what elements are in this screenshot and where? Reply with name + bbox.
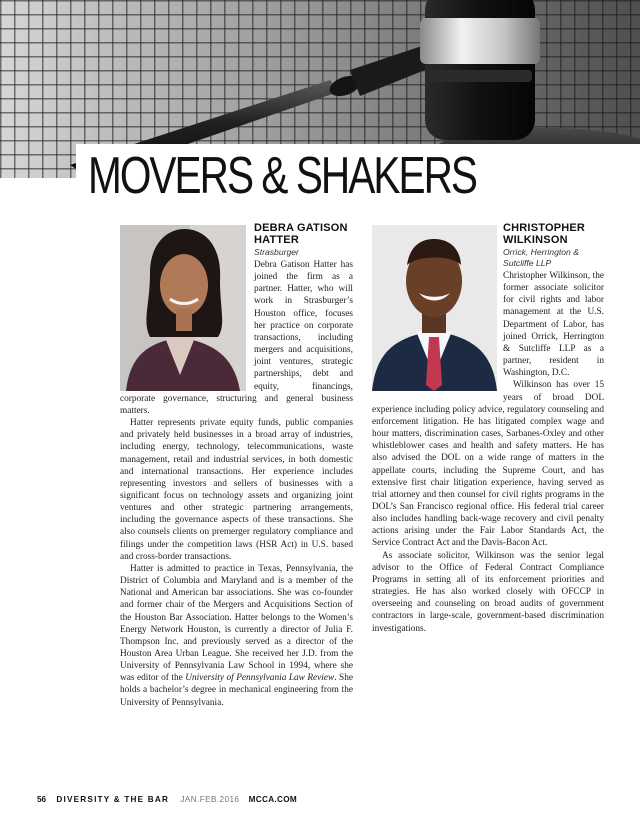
gavel-head-ring bbox=[428, 70, 532, 82]
page-number: 56 bbox=[37, 795, 47, 804]
issue-date: JAN.FEB.2016 bbox=[180, 795, 240, 804]
website: MCCA.COM bbox=[248, 795, 297, 804]
page-footer bbox=[37, 795, 297, 804]
photo-spacer bbox=[120, 222, 246, 392]
profile-paragraph: Hatter is admitted to practice in Texas, Pennsylvania, the District of Columbia and Maryland and is a member of the National and American bar associations. She was co-founder and former chair of the Mergers and Acquisitions Section of the Houston Bar Association. Hatter belongs to the Women’s Energy Network Houston, is currently a director of Julia F. Thompson Inc. and previously served as a director of the Houston Area Urban League. She received her J.D. from the University of Pennsylvania Law School in 1994, where she was editor of the University of Pennsylvania Law Review. She holds a bachelor’s degree in mechanical engineering from the University of Pennsylvania. bbox=[120, 563, 353, 708]
profile-firm: Strasburger bbox=[254, 247, 299, 257]
gavel-metal-band bbox=[420, 18, 540, 64]
profile-paragraph: Hatter represents private equity funds, public companies and privately held businesses in a broad array of industries, including energy, technology, telecommunications, waste management, retail and industrial services, in both domestic and international transactions. Her experience includes representing investors and sellers of businesses with a significant focus on technology assets and organizing joint ventures and other strategic partnering arrangements, including the governance aspects of these transactions. She also counsels clients on premerger regulatory compliance and filings under the competition laws (HSR Act) in U.S. based and cross-border transactions. bbox=[120, 418, 353, 562]
profile-paragraph: As associate solicitor, Wilkinson was the senior legal advisor to the Office of Federal Contract Compliance Programs in setting all of its enforcement priorities and strategies. He has also worked closely with OFCCP in overseeing and counseling on broad audits of government contractors in large-scale, government-based discrimination investigations. bbox=[372, 550, 604, 634]
profile-paragraph: Wilkinson has over 15 years of broad DOL experience including policy advice, regulatory counseling and enforcement litigation. He has litigated complex wage and hour matters, discrimination cases, Sarbanes-Oxley and other whistleblower cases and health and safety matters. He has also advised the DOL on a wide range of matters in the appellate courts, including the Supreme Court, and has extensive first chair litigation experience, having served as trial attorney and then counsel for civil rights programs in the DOL’s San Francisco regional office. His federal trial career also includes handling back-wage recovery and civil penalty actions arising under the Fair Labor Standards Act, the Service Contract Act and the Davis-Bacon Act. bbox=[372, 380, 604, 549]
profile-name: DEBRA GATISON HATTER bbox=[254, 222, 348, 246]
profile-name: CHRISTOPHER WILKINSON bbox=[503, 222, 586, 246]
profile-paragraph: Debra Gatison Hatter has joined the firm as a partner. Hatter, who will work in Strasburger’s Houston office, focuses her practice on corporate transactions, including mergers and acquisitions, joint ventures, strategic partnerships, debt and equity, financings, corporate governance, structuring and general business matters. bbox=[120, 260, 353, 416]
photo-spacer bbox=[372, 222, 497, 394]
page-title: MOVERS & SHAKERS bbox=[88, 147, 477, 205]
article-christopher-wilkinson bbox=[372, 222, 604, 635]
article-debra-gatison-hatter bbox=[120, 222, 353, 709]
publication-title: University of Pennsylvania Law Review bbox=[185, 673, 335, 684]
profile-firm: Orrick, Herrington & Sutcliffe LLP bbox=[503, 247, 579, 268]
magazine-name: DIVERSITY & THE BAR bbox=[56, 795, 170, 804]
profile-paragraph: Christopher Wilkinson, the former associate solicitor for civil rights and labor management at the U.S. Department of Labor, has joined Orrick, Herrington & Sutcliffe LLP as a partner, resident in Washington, D.C. bbox=[503, 271, 604, 379]
